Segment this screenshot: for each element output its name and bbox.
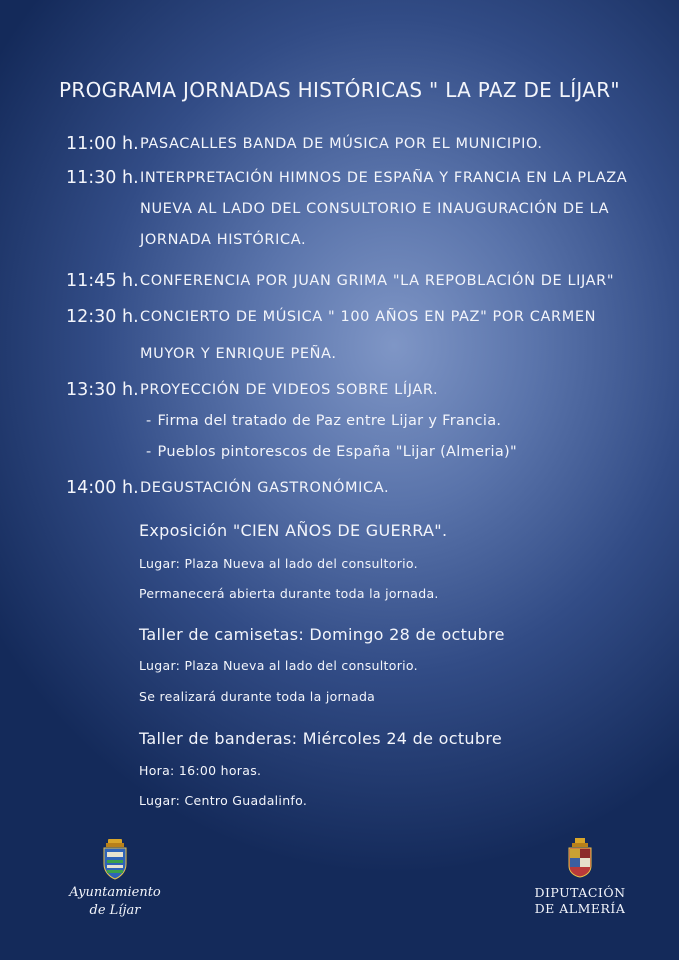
schedule-time: 12:30 h. [66,307,139,327]
schedule-line: NUEVA AL LADO DEL CONSULTORIO E INAUGURACIÓN DE LA [140,201,610,217]
schedule-line: PASACALLES BANDA DE MÚSICA POR EL MUNICIPIO. [140,136,543,152]
flag-workshop-heading: Taller de banderas: Miércoles 24 de octubre [139,729,502,748]
schedule-time: 11:45 h. [66,271,139,291]
schedule-line: MUYOR Y ENRIQUE PEÑA. [140,346,337,362]
schedule-description [140,170,628,263]
ayuntamiento-label-line2: de Líjar [89,903,141,918]
video-item: - Pueblos pintorescos de España "Lijar (Almeria)" [146,444,517,460]
exhibition-heading: Exposición "CIEN AÑOS DE GUERRA". [139,521,448,540]
tshirt-workshop-heading: Taller de camisetas: Domingo 28 de octubre [139,625,505,644]
tshirt-workshop-location: Lugar: Plaza Nueva al lado del consultorio. [139,658,418,673]
flag-workshop-time: Hora: 16:00 horas. [139,763,262,778]
schedule-description [140,273,615,304]
schedule-time: 13:30 h. [66,380,139,400]
diputacion-label-line2: DE ALMERÍA [534,901,626,916]
schedule-line: CONCIERTO DE MÚSICA " 100 AÑOS EN PAZ" POR CARMEN [140,309,597,325]
schedule-line: CONFERENCIA POR JUAN GRIMA "LA REPOBLACIÓN DE LIJAR" [140,273,615,289]
schedule-time: 14:00 h. [66,478,139,498]
coat-of-arms-almeria-icon [567,838,593,878]
schedule-line: DEGUSTACIÓN GASTRONÓMICA. [140,480,390,496]
flag-workshop-location: Lugar: Centro Guadalinfo. [139,793,308,808]
bullet-dash: - [146,444,152,460]
schedule-description [140,480,610,511]
schedule-description [140,309,610,377]
schedule-time: 11:00 h. [66,134,139,154]
page-title: PROGRAMA JORNADAS HISTÓRICAS " LA PAZ DE LÍJAR" [59,78,620,102]
exhibition-location: Lugar: Plaza Nueva al lado del consultorio. [139,556,418,571]
schedule-line: JORNADA HISTÓRICA. [140,232,307,248]
coat-of-arms-lijar-icon [100,838,130,880]
schedule-description [140,136,610,167]
bullet-dash: - [146,413,152,429]
schedule-line: PROYECCIÓN DE VIDEOS SOBRE LÍJAR. [140,382,439,398]
diputacion-logo [520,838,640,917]
diputacion-label-line1: DIPUTACIÓN [534,885,626,900]
exhibition-hours: Permanecerá abierta durante toda la jornada. [139,586,439,601]
ayuntamiento-logo [60,838,170,920]
tshirt-workshop-hours: Se realizará durante toda la jornada [139,689,376,704]
ayuntamiento-label-line1: Ayuntamiento [69,885,161,900]
schedule-time: 11:30 h. [66,168,139,188]
schedule-description [140,382,610,413]
video-item: - Firma del tratado de Paz entre Lijar y Francia. [146,413,502,429]
schedule-line: INTERPRETACIÓN HIMNOS DE ESPAÑA Y FRANCIA EN LA PLAZA [140,170,628,186]
